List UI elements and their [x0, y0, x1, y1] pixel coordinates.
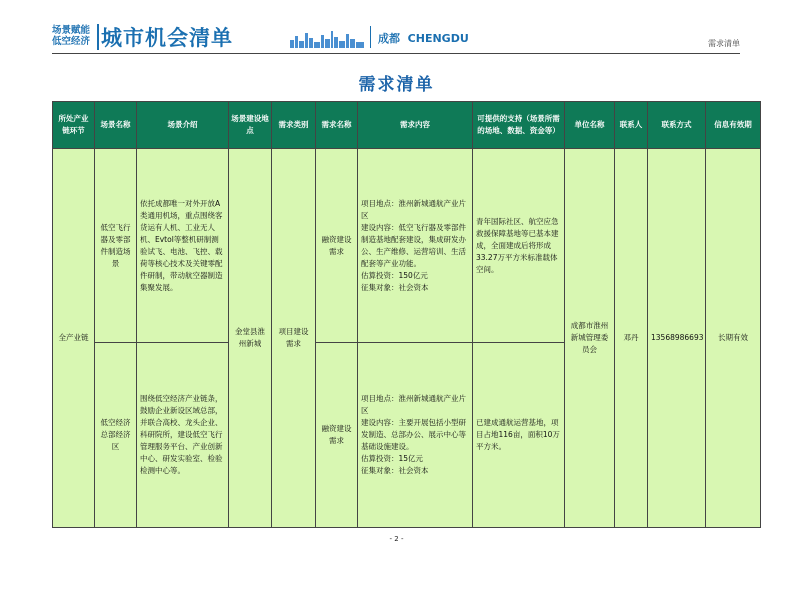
demand-content-line: 征集对象：社会资本 [361, 282, 429, 292]
demand-content-line: 项目地点：淮州新城通航产业片区 [361, 198, 466, 220]
city-label [378, 30, 469, 46]
brand-title: 城市机会清单 [101, 26, 233, 50]
header-demand-name: 需求名称 [316, 102, 358, 149]
cell-demand-content [358, 343, 473, 528]
demand-content-line: 估算投资：150亿元 [361, 270, 428, 280]
cell-validity: 长期有效 [706, 149, 761, 528]
table-header-row [53, 102, 761, 149]
page-title: 需求清单 [358, 75, 435, 95]
cell-scene-intro: 围绕低空经济产业链条，鼓励企业新设区域总部，并联合高校、龙头企业、科研院所，建设低空飞行管理服务平台、产业创新中心、研发实验室、检验检测中心等。 [137, 343, 229, 528]
city-cn: 成都 [378, 32, 400, 45]
cell-demand-content [358, 149, 473, 343]
cell-contact-person: 邓丹 [615, 149, 648, 528]
cell-scene-name: 低空经济总部经济区 [95, 343, 137, 528]
demand-content-line: 建设内容：主要开展包括小型研发制造、总部办公、展示中心等基础设施建设。 [361, 418, 466, 451]
cell-location: 金堂县淮州新城 [229, 149, 272, 528]
logo-line-2: 低空经济 [52, 36, 91, 47]
cell-contact-phone: 13568986693 [648, 149, 706, 528]
header-org-name: 单位名称 [565, 102, 615, 149]
table-row [53, 149, 761, 343]
demand-content-line: 估算投资：15亿元 [361, 454, 424, 463]
city-en: CHENGDU [407, 32, 469, 45]
header-support: 可提供的支持（场景所需的场地、数据、资金等） [473, 102, 565, 149]
demand-table [52, 101, 761, 528]
cell-support: 已建成通航运营基地，项目占地116亩，面积10万平方米。 [473, 343, 565, 528]
header-scene-name: 场景名称 [95, 102, 137, 149]
header-contact-person: 联系人 [615, 102, 648, 149]
demand-content-line: 项目地点：淮州新城通航产业片区 [361, 394, 466, 415]
cell-demand-name: 融资建设需求 [316, 343, 358, 528]
page-number: - 2 - [389, 535, 404, 543]
cell-scene-intro: 依托成都唯一对外开放A类通用机场，重点围绕客货运有人机、工业无人机、Evtol等整机研制测验试飞、电池、飞控、载荷等核心技术及关键零配件研制，带动航空器制造集聚发展。 [137, 149, 229, 343]
header-chain-link: 所处产业链环节 [53, 102, 95, 149]
header-rule [52, 53, 740, 54]
header-contact-phone: 联系方式 [648, 102, 706, 149]
cell-scene-name: 低空飞行器及零部件制造场景 [95, 149, 137, 343]
header-location: 场景建设地点 [229, 102, 272, 149]
demand-content-line: 建设内容：低空飞行器及零部件制造基地配套建设，集成研发办公、生产维修、运营培训、生活配套等产业功能。 [361, 222, 466, 268]
cell-org-name: 成都市淮州新城管理委员会 [565, 149, 615, 528]
header-doc-tag: 需求清单 [708, 39, 740, 48]
cell-chain-link: 全产业链 [53, 149, 95, 528]
header-demand-content: 需求内容 [358, 102, 473, 149]
logo-divider [97, 24, 99, 50]
demand-content-line: 征集对象：社会资本 [361, 466, 429, 475]
city-skyline-icon [290, 30, 365, 48]
header-demand-category: 需求类别 [272, 102, 316, 149]
page-header [52, 22, 740, 52]
city-divider [370, 26, 371, 48]
logo-line-1: 场景赋能 [52, 25, 91, 36]
cell-support: 青年国际社区、航空应急救援保障基地等已基本建成，全面建成后将形成33.27万平方米标准载体空间。 [473, 149, 565, 343]
header-validity: 信息有效期 [706, 102, 761, 149]
cell-demand-category: 项目建设需求 [272, 149, 316, 528]
header-scene-intro: 场景介绍 [137, 102, 229, 149]
logo-tagline [52, 25, 90, 47]
cell-demand-name: 融资建设需求 [316, 149, 358, 343]
